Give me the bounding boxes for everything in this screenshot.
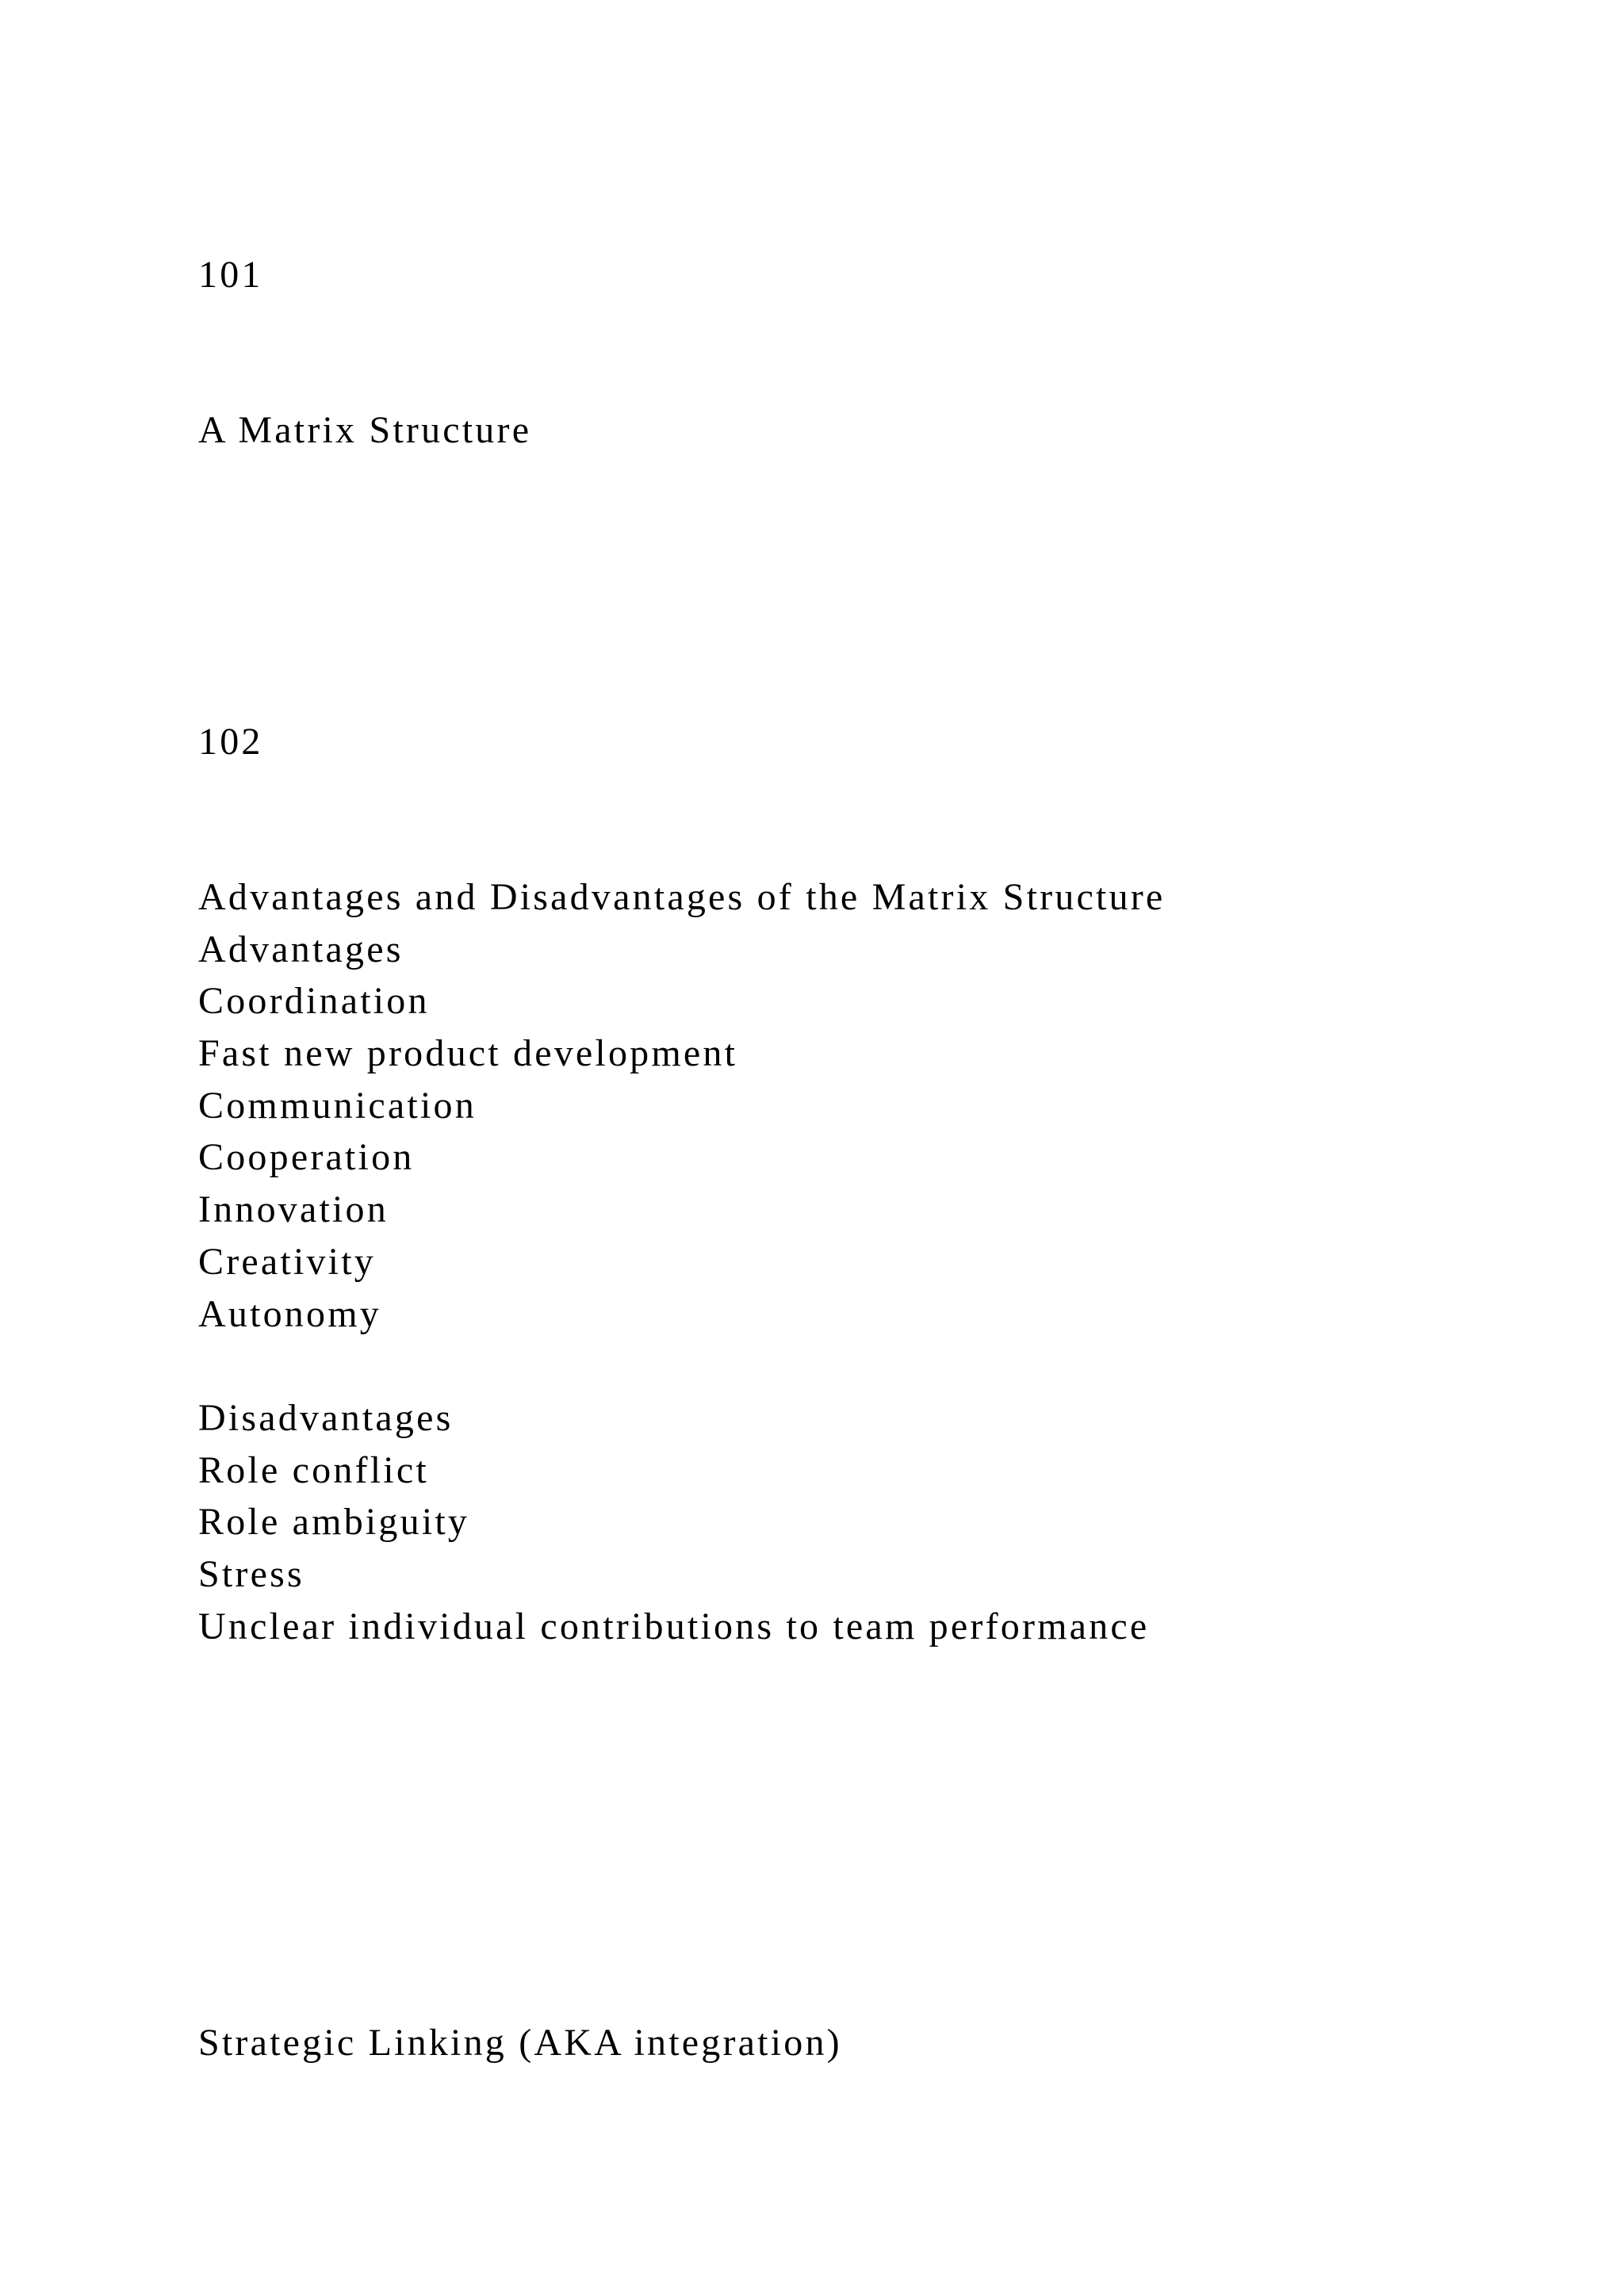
list-item-advantage: Coordination bbox=[198, 980, 430, 1022]
advantages-heading: Advantages bbox=[198, 928, 404, 970]
list-item-disadvantage: Unclear individual contributions to team performance bbox=[198, 1605, 1150, 1647]
list-item-disadvantage: Role conflict bbox=[198, 1449, 429, 1491]
list-item-disadvantage: Stress bbox=[198, 1553, 304, 1595]
list-item-advantage: Communication bbox=[198, 1085, 477, 1127]
list-item-disadvantage: Role ambiguity bbox=[198, 1501, 470, 1543]
list-item-advantage: Innovation bbox=[198, 1188, 389, 1230]
list-item-advantage: Creativity bbox=[198, 1241, 376, 1283]
slide-heading-advantages-disadvantages: Advantages and Disadvantages of the Matrix Structure bbox=[198, 876, 1166, 918]
list-item-advantage: Autonomy bbox=[198, 1293, 381, 1335]
slide-title-matrix-structure: A Matrix Structure bbox=[198, 409, 532, 451]
slide-title-strategic-linking: Strategic Linking (AKA integration) bbox=[198, 2022, 842, 2064]
list-item-advantage: Cooperation bbox=[198, 1136, 415, 1178]
disadvantages-heading: Disadvantages bbox=[198, 1397, 454, 1439]
slide-number-102: 102 bbox=[198, 721, 263, 763]
list-item-advantage: Fast new product development bbox=[198, 1032, 738, 1074]
slide-number-101: 101 bbox=[198, 254, 263, 296]
